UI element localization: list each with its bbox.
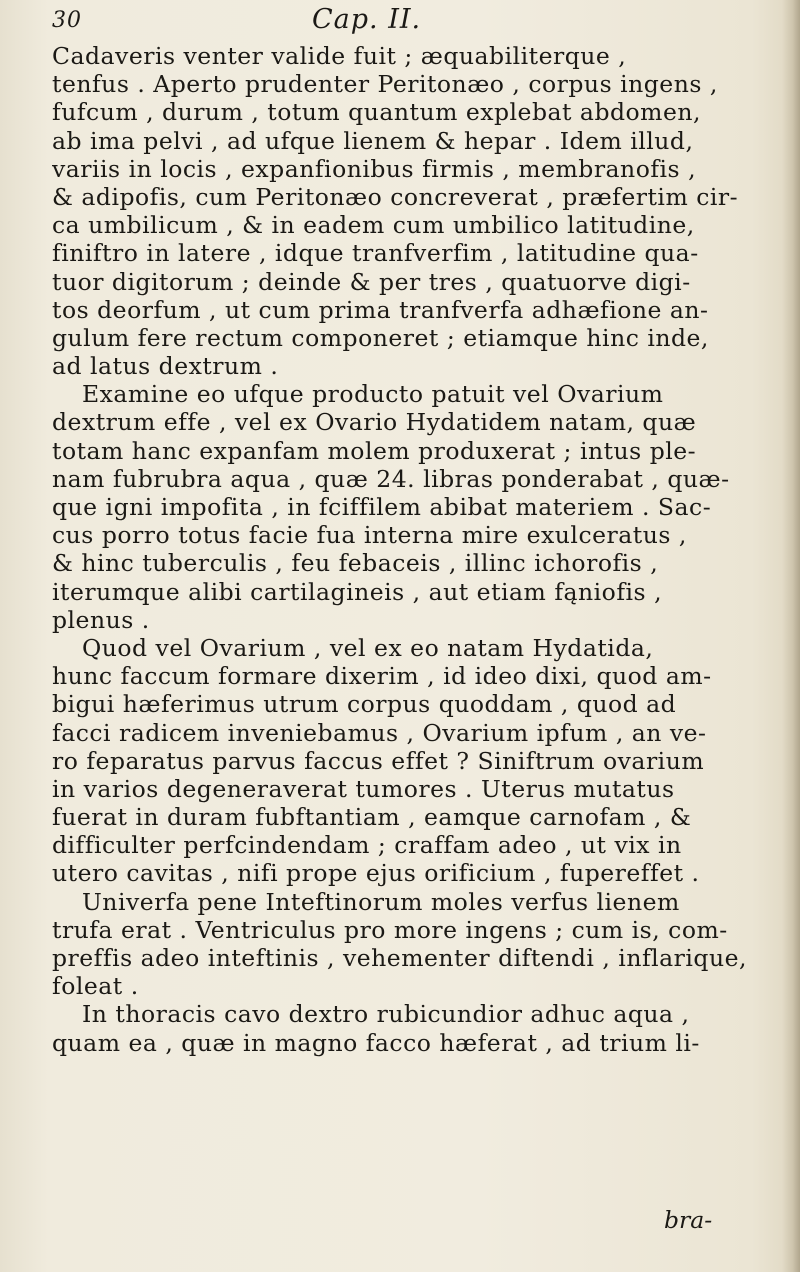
body-text: [52, 42, 762, 1057]
text-line: & hinc tuberculis , feu febaceis , illinc ichorofis ,: [52, 549, 659, 578]
text-line: in varios degeneraverat tumores . Uterus mutatus: [52, 774, 675, 803]
text-line: ab ima pelvi , ad ufque lienem & hepar . Idem illud,: [52, 126, 694, 155]
text-line: totam hanc expanfam molem produxerat ; intus ple-: [52, 436, 697, 465]
text-line: hunc faccum formare dixerim , id ideo dixi, quod am-: [52, 662, 712, 691]
text-line: trufa erat . Ventriculus pro more ingens ; cum is, com-: [52, 915, 728, 944]
text-line: tenfus . Aperto prudenter Peritonæo , corpus ingens ,: [52, 70, 718, 99]
text-line: cus porro totus facie fua interna mire exulceratus ,: [52, 521, 687, 550]
text-line: ca umbilicum , & in eadem cum umbilico latitudine,: [52, 211, 695, 240]
text-line: ad latus dextrum .: [52, 352, 279, 381]
text-line: nam fubrubra aqua , quæ 24. libras ponderabat , quæ-: [52, 464, 730, 493]
text-line: iterumque alibi cartilagineis , aut etiam fąniofis ,: [52, 577, 663, 606]
text-line: Cadaveris venter valide fuit ; æquabiliterque ,: [52, 42, 627, 70]
text-line: fufcum , durum , totum quantum explebat abdomen,: [52, 98, 701, 127]
text-line: foleat .: [52, 972, 139, 1001]
paragraph-start-line: In thoracis cavo dextro rubicundior adhuc aqua ,: [82, 1000, 690, 1029]
paragraph-start-line: Quod vel Ovarium , vel ex eo natam Hydatida,: [82, 633, 654, 662]
paragraph-start-line: Examine eo ufque producto patuit vel Ovarium: [82, 380, 664, 409]
running-head: Cap. II.: [312, 4, 422, 35]
text-line: finiftro in latere , idque tranfverfim , latitudine qua-: [52, 239, 699, 268]
text-line: tuor digitorum ; deinde & per tres , quatuorve digi-: [52, 267, 691, 296]
paragraph-start-line: Univerfa pene Inteftinorum moles verfus lienem: [82, 887, 680, 916]
catchword: bra-: [664, 1206, 713, 1234]
text-line: ro feparatus parvus faccus effet ? Siniftrum ovarium: [52, 746, 705, 775]
text-line: preffis adeo inteftinis , vehementer diftendi , inflarique,: [52, 944, 747, 972]
page-gutter-shadow: [782, 0, 800, 1272]
text-line: tos deorfum , ut cum prima tranfverfa adhæfione an-: [52, 295, 709, 324]
text-line: & adipofis, cum Peritonæo concreverat , præfertim cir-: [52, 182, 739, 211]
text-line: plenus .: [52, 605, 150, 634]
page-header: [52, 4, 752, 44]
text-line: facci radicem inveniebamus , Ovarium ipfum , an ve-: [52, 718, 707, 747]
text-line: utero cavitas , nifi prope ejus orificium , fupereffet .: [52, 859, 700, 888]
text-line: bigui hæferimus utrum corpus quoddam , quod ad: [52, 690, 677, 719]
text-line: difficulter perfcindendam ; craffam adeo , ut vix in: [52, 831, 682, 860]
text-line: gulum fere rectum componeret ; etiamque hinc inde,: [52, 323, 709, 352]
text-line: quam ea , quæ in magno facco hæferat , ad trium li-: [52, 1028, 700, 1057]
text-line: dextrum effe , vel ex Ovario Hydatidem natam, quæ: [52, 408, 697, 437]
text-line: fuerat in duram fubftantiam , eamque carnofam , &: [52, 803, 692, 832]
text-line: que igni impofita , in fciffilem abibat materiem . Sac-: [52, 493, 712, 521]
text-line: variis in locis , expanfionibus firmis , membranofis ,: [52, 154, 697, 183]
page-number: 30: [52, 8, 82, 33]
